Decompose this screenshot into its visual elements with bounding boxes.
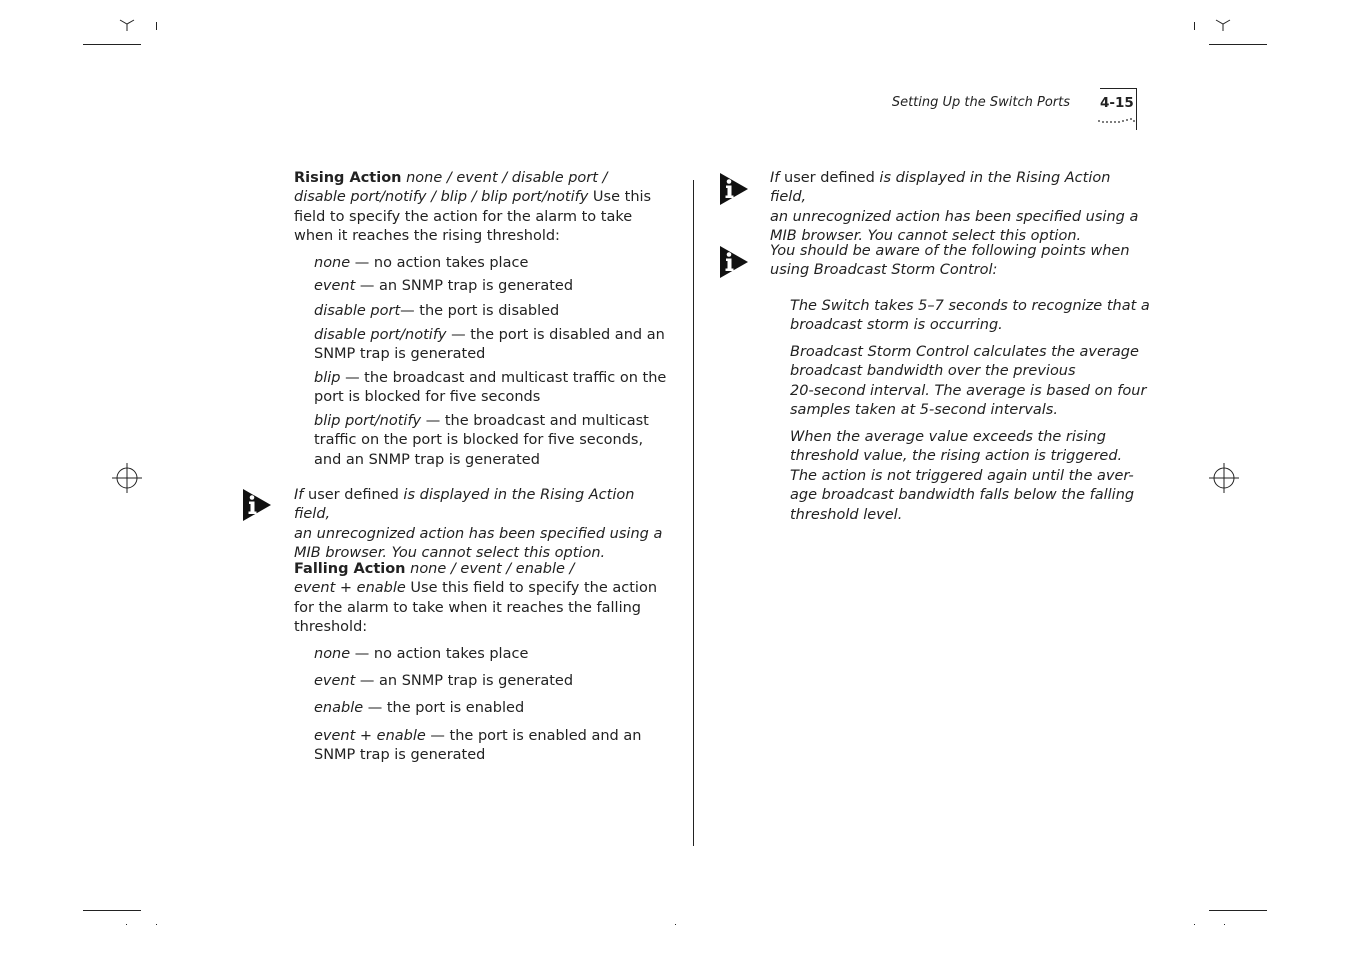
note-line2: an unrecognized action has been specified using a — [770, 208, 1139, 225]
falling-options-1: none / event / enable / — [405, 561, 575, 577]
falling-action-paragraph — [294, 560, 664, 638]
desc: — an SNMP trap is generated — [355, 278, 574, 294]
note-right-2 — [770, 242, 1150, 281]
storm-point-3 — [790, 428, 1150, 525]
falling-action-label: Falling Action — [294, 561, 406, 577]
point-line: broadcast bandwidth over the previous — [790, 363, 1076, 380]
point-line: threshold level. — [790, 506, 903, 523]
term: blip — [314, 370, 341, 386]
note-tail: is displayed in the Rising Action field, — [294, 487, 635, 523]
point-line: samples taken at 5-second intervals. — [790, 402, 1058, 419]
list-item — [314, 369, 674, 408]
note-right-1 — [770, 169, 1150, 247]
point-line: Broadcast Storm Control calculates the average — [790, 344, 1139, 360]
rising-intro-2: Use this — [588, 189, 652, 206]
desc-cont: SNMP trap is generated — [314, 346, 486, 363]
note-line3: MIB browser. You cannot select this option. — [770, 228, 1082, 245]
falling-intro-3: for the alarm to take when it reaches the falling — [294, 599, 642, 616]
list-item — [314, 326, 674, 365]
rising-options-1: none / event / disable port / — [406, 170, 608, 186]
note-line2: using Broadcast Storm Control: — [770, 262, 998, 279]
info-note-icon — [719, 172, 749, 206]
crop-dot — [1224, 924, 1225, 925]
falling-intro-2: Use this field to specify the action — [405, 580, 658, 597]
point-line: When the average value exceeds the rising — [790, 429, 1106, 445]
desc: — the broadcast and multicast — [421, 413, 649, 429]
page-number: 4-15 — [1100, 95, 1134, 111]
note-line2: an unrecognized action has been specified using a — [294, 525, 663, 542]
list-item — [314, 412, 674, 470]
list-item — [314, 645, 528, 664]
point-line: broadcast storm is occurring. — [790, 317, 1003, 334]
crop-dot — [126, 924, 127, 925]
rising-action-paragraph — [294, 169, 664, 247]
point-line: The action is not triggered again until the aver- — [790, 467, 1134, 484]
rising-action-label: Rising Action — [294, 170, 402, 186]
crop-fork-icon-left — [119, 18, 135, 32]
note-if: If — [294, 487, 304, 503]
storm-point-2 — [790, 343, 1150, 421]
note-tail: is displayed in the Rising Action field, — [770, 170, 1111, 206]
info-note-icon — [719, 245, 749, 279]
crop-fork-icon-right — [1215, 18, 1231, 32]
desc-cont: and an SNMP trap is generated — [314, 451, 540, 468]
term: none — [314, 646, 351, 662]
note-user-defined: user defined — [303, 487, 399, 503]
crop-dot — [1194, 924, 1195, 925]
desc: — no action takes place — [350, 646, 529, 662]
term: blip port/notify — [314, 413, 422, 429]
rising-intro-3: field to specify the action for the alarm to take — [294, 208, 633, 225]
desc: — the port is disabled — [400, 303, 560, 319]
note-left — [294, 486, 674, 564]
term: enable — [314, 700, 364, 716]
falling-options-2: event + enable — [294, 580, 406, 597]
desc: — the port is disabled and an — [446, 327, 665, 343]
rising-options-2: disable port/notify / blip / blip port/notify — [294, 189, 589, 206]
desc: — the port is enabled — [363, 700, 525, 716]
crop-tick-tl — [156, 22, 157, 30]
desc-cont: SNMP trap is generated — [314, 747, 486, 764]
list-item — [314, 727, 674, 766]
term: none — [314, 255, 351, 271]
list-item — [314, 699, 524, 718]
desc-cont: port is blocked for five seconds — [314, 389, 541, 406]
crosshair-registration-icon-right — [1209, 463, 1239, 493]
crosshair-registration-icon-left — [112, 463, 142, 493]
crop-mark-bottom-right — [1209, 910, 1267, 911]
list-item — [314, 277, 573, 296]
section-title: Setting Up the Switch Ports — [891, 95, 1070, 110]
dotted-decoration — [1097, 114, 1137, 124]
point-line: The Switch takes 5–7 seconds to recognize that a — [790, 298, 1150, 314]
note-line3: MIB browser. You cannot select this option. — [294, 545, 606, 562]
note-user-defined: user defined — [779, 170, 875, 186]
crop-dot — [156, 924, 157, 925]
term: event — [314, 278, 356, 294]
info-note-icon — [242, 488, 272, 522]
header-top-rule — [1100, 88, 1137, 89]
point-line: 20-second interval. The average is based on four — [790, 382, 1147, 399]
term: event + enable — [314, 728, 426, 744]
desc-cont: traffic on the port is blocked for five seconds, — [314, 432, 644, 449]
crop-tick-tr — [1194, 22, 1195, 30]
desc: — no action takes place — [350, 255, 529, 271]
note-line1: You should be aware of the following points when — [770, 243, 1130, 259]
crop-dot — [675, 924, 676, 925]
storm-point-1 — [790, 297, 1150, 336]
falling-intro-4: threshold: — [294, 619, 368, 636]
desc: — an SNMP trap is generated — [355, 673, 574, 689]
list-item — [314, 672, 573, 691]
crop-mark-top-left — [83, 44, 141, 45]
list-item — [314, 254, 528, 273]
crop-mark-top-right — [1209, 44, 1267, 45]
point-line: age broadcast bandwidth falls below the falling — [790, 487, 1135, 504]
note-if: If — [770, 170, 780, 186]
desc: — the broadcast and multicast traffic on the — [340, 370, 667, 386]
desc: — the port is enabled and an — [425, 728, 642, 744]
rising-intro-4: when it reaches the rising threshold: — [294, 228, 560, 245]
term: disable port/notify — [314, 327, 447, 343]
column-divider — [693, 180, 694, 846]
list-item — [314, 302, 559, 321]
term: disable port — [314, 303, 401, 319]
term: event — [314, 673, 356, 689]
point-line: threshold value, the rising action is triggered. — [790, 448, 1123, 465]
crop-mark-bottom-left — [83, 910, 141, 911]
